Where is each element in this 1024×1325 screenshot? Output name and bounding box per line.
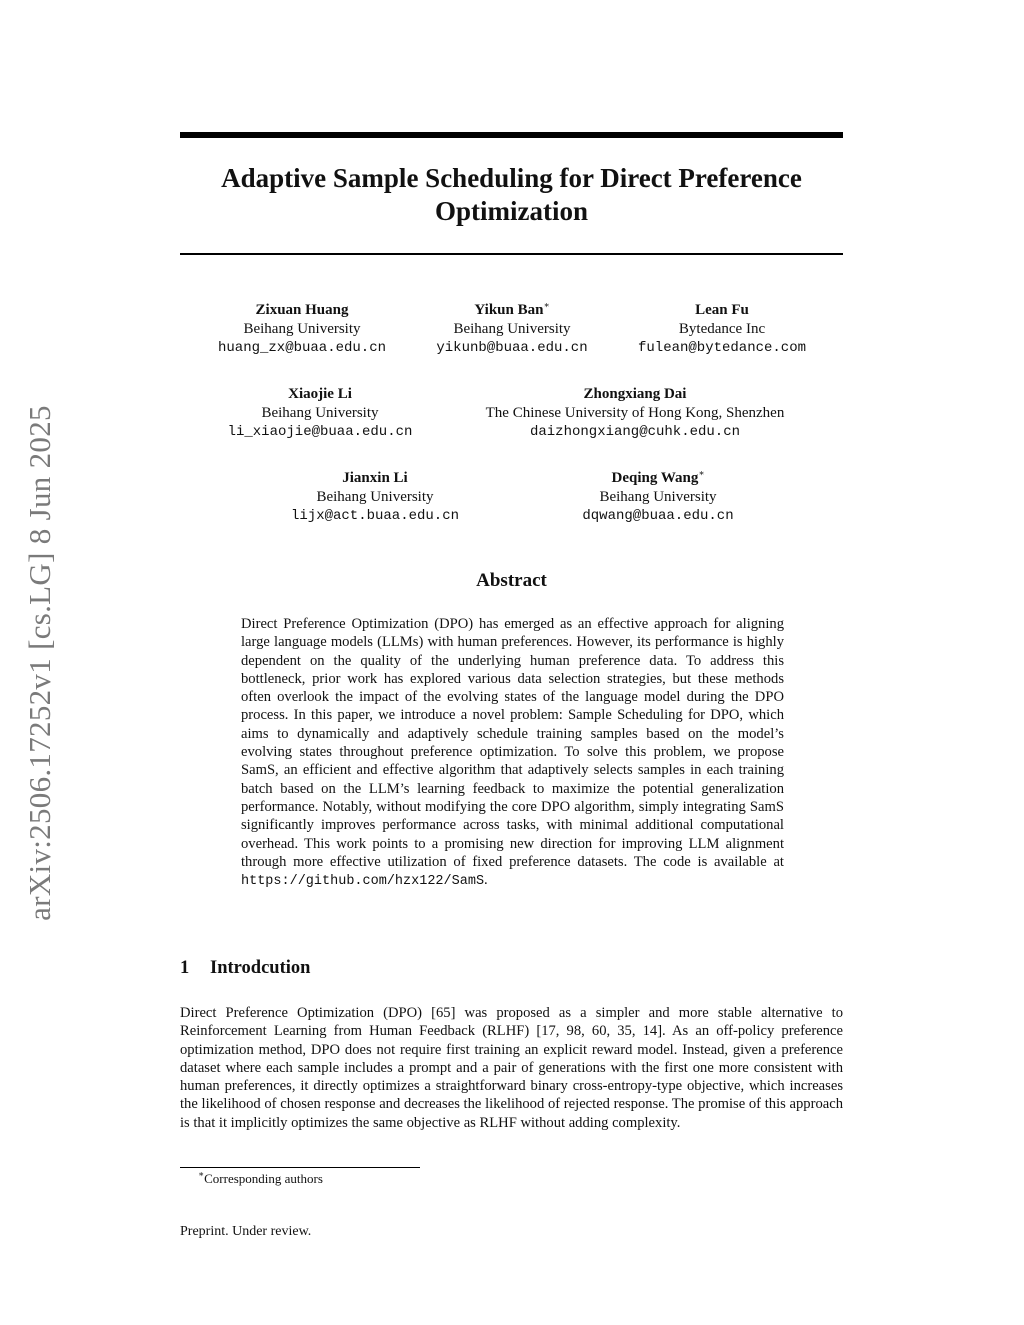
author-name: Zhongxiang Dai <box>583 386 687 402</box>
author-block <box>291 469 459 526</box>
abstract-end: . <box>484 872 488 889</box>
author-email[interactable]: yikunb@buaa.edu.cn <box>436 340 588 356</box>
author-affiliation: Beihang University <box>453 321 571 337</box>
intro-paragraph: Direct Preference Optimization (DPO) [65] was proposed as a simpler and more stable alternative to Reinforcement Learning from Human Feedback (RLHF) [17, 98, 60, 35, 14]. As an off-policy preference optimization method, DPO does not require first training an explicit reward model. Instead, given a preference dataset where each sample includes a prompt and a pair of generations with the first one more consistent with human preferences, it directly optimizes a straightforward binary cross-entropy-type objective, which increases the likelihood of chosen response and decreases the likelihood of rejected response. The promise of this approach is that it implicitly optimizes the same objective as RLHF without adding complexity. <box>180 1005 843 1131</box>
author-block <box>486 385 785 442</box>
author-name: Jianxin Li <box>342 470 408 486</box>
abstract-text <box>241 615 784 891</box>
paper-title: Adaptive Sample Scheduling for Direct Preference Optimization <box>221 163 802 226</box>
author-name: Lean Fu <box>695 302 749 318</box>
title-top-rule <box>180 132 843 138</box>
code-link[interactable]: https://github.com/hzx122/SamS <box>241 874 485 890</box>
author-block <box>228 385 413 442</box>
author-affiliation: Beihang University <box>316 489 434 505</box>
page-footer: Preprint. Under review. <box>180 1224 312 1239</box>
author-name: Xiaojie Li <box>288 386 352 402</box>
title-bottom-rule <box>180 253 843 255</box>
section-title: Introdcution <box>210 958 311 978</box>
abstract-heading: Abstract <box>476 570 547 591</box>
author-affiliation: Beihang University <box>243 321 361 337</box>
footnote-rule <box>180 1167 420 1168</box>
footnote-text: Corresponding authors <box>204 1171 323 1186</box>
abstract-body: Direct Preference Optimization (DPO) has emerged as an effective approach for aligning large language models (LLMs) with human preferences. However, its performance is highly dependent on the quality of the underlying human preference data. To address this bottleneck, prior work has explored various data selection strategies, but these methods often overlook the impact of the evolving states of the language model during the DPO process. In this paper, we introduce a novel problem: Sample Scheduling for DPO, which aims to dynamically and adaptively schedule training samples based on the model’s evolving states throughout preference optimization. To solve this problem, we propose SamS, an efficient and effective algorithm that adaptively selects samples in each training batch based on the LLM’s learning feedback to maximize the potential generalization performance. Notably, without modifying the core DPO algorithm, simply integrating SamS significantly improves performance across tasks, with minimal additional computational overhead. This work points to a promising new direction for improving LLM alignment through more effective utilization of fixed preference datasets. The code is available at <box>241 616 784 870</box>
author-email[interactable]: dqwang@buaa.edu.cn <box>582 508 734 524</box>
arxiv-stamp: arXiv:2506.17252v1 [cs.LG] 8 Jun 2025 <box>22 405 57 921</box>
author-affiliation: Beihang University <box>261 405 379 421</box>
author-affiliation: The Chinese University of Hong Kong, Shenzhen <box>485 405 785 421</box>
author-email[interactable]: daizhongxiang@cuhk.edu.cn <box>529 424 741 440</box>
author-email[interactable]: li_xiaojie@buaa.edu.cn <box>227 424 413 440</box>
footnote-mark: ∗ <box>198 1169 205 1179</box>
section-heading <box>180 958 310 979</box>
author-affiliation: Bytedance Inc <box>678 321 766 337</box>
section-number: 1 <box>180 958 190 978</box>
author-email[interactable]: fulean@bytedance.com <box>637 340 807 356</box>
author-email[interactable]: lijx@act.buaa.edu.cn <box>290 508 460 524</box>
author-block <box>436 301 587 358</box>
author-block <box>582 469 733 526</box>
author-email[interactable]: huang_zx@buaa.edu.cn <box>217 340 387 356</box>
author-block <box>218 301 386 358</box>
author-name: Deqing Wang <box>611 470 699 486</box>
author-mark: ∗ <box>698 468 705 478</box>
author-mark: ∗ <box>543 300 550 310</box>
footnote <box>198 1171 323 1187</box>
author-block <box>638 301 806 358</box>
author-name: Yikun Ban <box>474 302 544 318</box>
author-affiliation: Beihang University <box>599 489 717 505</box>
author-name: Zixuan Huang <box>255 302 349 318</box>
